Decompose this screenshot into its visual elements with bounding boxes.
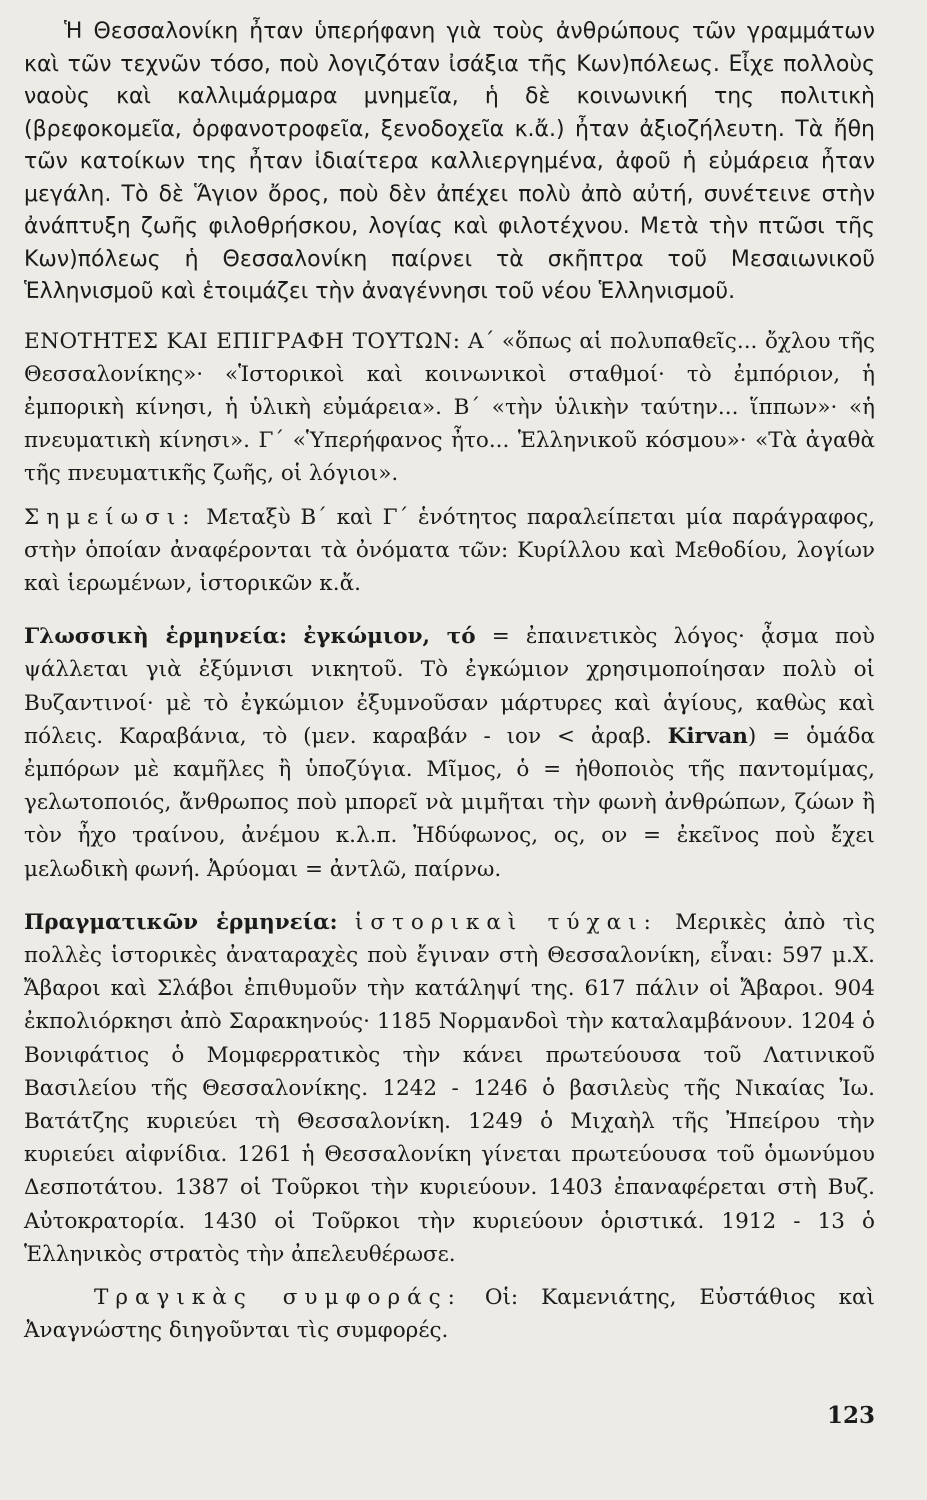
glossary-paragraph <box>24 620 875 886</box>
notes-paragraph <box>24 501 875 601</box>
glossary-text-part1: = ἐπαινετικὸς λόγος· ᾆσμα ποὺ ψάλλεται γιὰ ἐξύμνισι νικητοῦ. Τὸ ἐγκώμιον χρησιμοποίησαν πολὺ οἱ Βυζαντινοί· μὲ τὸ ἐγκώμιον ἐξυμνοῦσαν μάρτυρες καὶ ἁγίους, καθὼς καὶ πόλεις. Καραβάνια, τὸ (μεν. καραβάν - ιον < ἀραβ. <box>24 624 875 749</box>
facts-paragraph <box>24 906 875 1271</box>
facts-sublabel: ἱστορικαὶ τύχαι: <box>354 909 658 935</box>
glossary-label: Γλωσσικὴ ἑρμηνεία: <box>24 624 288 650</box>
notes-body: Μεταξὺ Β΄ καὶ Γ΄ ἑνότητος παραλείπεται μία παράγραφος, στὴν ὁποίαν ἀναφέρονται τὰ ὀνόματα τῶν: Κυρίλλου καὶ Μεθοδίου, λογίων καὶ ἱερωμένων, ἱστορικῶν κ.ἄ. <box>24 504 875 596</box>
intro-paragraph: Ἡ Θεσσαλονίκη ἦταν ὑπερήφανη γιὰ τοὺς ἀνθρώπους τῶν γραμμάτων καὶ τῶν τεχνῶν τόσο, ποὺ λογιζόταν ἰσάξια τῆς Κων)πόλεως. Εἶχε πολλοὺς ναοὺς καὶ καλλιμάρμαρα μνημεῖα, ἡ δὲ κοινωνική της πολιτικὴ (βρεφοκομεῖα, ὀρφανοτροφεῖα, ξενοδοχεῖα κ.ἄ.) ἦταν ἀξιοζήλευτη. Τὰ ἤθη τῶν κατοίκων της ἦταν ἰδιαίτερα καλλιεργημένα, ἀφοῦ ἡ εὐμάρεια ἦταν μεγάλη. Τὸ δὲ Ἅγιον ὄρος, ποὺ δὲν ἀπέχει πολὺ ἀπὸ αὐτή, συνέτεινε στὴν ἀνάπτυξη ζωῆς φιλοθρήσκου, λογίας καὶ φιλοτέχνου. Μετὰ τὴν πτῶσι τῆς Κων)πόλεως ἡ Θεσσαλονίκη παίρνει τὰ σκῆπτρα τοῦ Μεσαιωνικοῦ Ἑλληνισμοῦ καὶ ἑτοιμάζει τὴν ἀναγέννησι τοῦ νέου Ἑλληνισμοῦ. <box>24 19 875 304</box>
facts-body: Μερικὲς ἀπὸ τὶς πολλὲς ἱστορικὲς ἀναταραχὲς ποὺ ἔγιναν στὴ Θεσσαλονίκη, εἶναι: 597 μ.Χ. Ἄβαροι καὶ Σλάβοι ἐπιθυμοῦν τὴν κατάληψί της. 617 πάλιν οἱ Ἄβαροι. 904 ἐκπολιόρκησι ἀπὸ Σαρακηνούς· 1185 Νορμανδοὶ τὴν καταλαμβάνουν. 1204 ὁ Βονιφάτιος ὁ Μομφερρατικὸς τὴν κάνει πρωτεύουσα τοῦ Λατινικοῦ Βασιλείου τῆς Θεσσαλονίκης. 1242 - 1246 ὁ βασιλεὺς τῆς Νικαίας Ἰω. Βατάτζης κυριεύει τὴ Θεσσαλονίκη. 1249 ὁ Μιχαὴλ τῆς Ἠπείρου τὴν κυριεύει αἰφνίδια. 1261 ἡ Θεσσαλονίκη γίνεται πρωτεύουσα τοῦ ὁμωνύμου Δεσποτάτου. 1387 οἱ Τοῦρκοι τὴν κυριεύουν. 1403 ἐπαναφέρεται στὴ Βυζ. Αὐτοκρατορία. 1430 οἱ Τοῦρκοι τὴν κυριεύουν ὁριστικά. 1912 - 13 ὁ Ἑλληνικὸς στρατὸς τὴν ἀπελευθέρωσε. <box>24 909 876 1267</box>
facts-label: Πραγματικῶν ἑρμηνεία: <box>24 909 338 935</box>
tragic-label: Τραγικὰς συμφοράς: <box>94 1284 462 1310</box>
units-paragraph <box>24 325 875 491</box>
units-body: Α΄ «ὅπως αἱ πολυπαθεῖς... ὄχλου τῆς Θεσσαλονίκης»· «Ἱστορικοὶ καὶ κοινωνικοὶ σταθμοί· τὸ ἐμπόριον, ἡ ἐμπορικὴ κίνησι, ἡ ὑλικὴ εὐμάρεια». Β΄ «τὴν ὑλικὴν ταύτην... ἵππων»· «ἡ πνευματικὴ κίνησι». Γ΄ «Ὑπερήφανος ἦτο... Ἑλληνικοῦ κόσμου»· «Τὰ ἀγαθὰ τῆς πνευματικῆς ζωῆς, οἱ λόγιοι». <box>24 328 875 487</box>
page-number: 123 <box>826 1402 875 1429</box>
tragic-paragraph <box>24 1281 875 1347</box>
glossary-text-part2: ) = ὁμάδα ἐμπόρων μὲ καμῆλες ἢ ὑποζύγια. Μῖμος, ὁ = ἠθοποιὸς τῆς παντομίμας, γελωτοποιός, ἄνθρωπος ποὺ μπορεῖ νὰ μιμῆται τὴν φωνὴ ἀνθρώπων, ζώων ἢ τὸν ἦχο τραίνου, ἀνέμου κ.λ.π. Ἠδύφωνος, ος, ον = ἐκεῖνος ποὺ ἔχει μελωδικὴ φωνή. Ἀρύομαι = ἀντλῶ, παίρνω. <box>24 723 875 882</box>
units-heading: ΕΝΟΤΗΤΕΣ ΚΑΙ ΕΠΙΓΡΑΦΗ ΤΟΥΤΩΝ: <box>24 328 461 354</box>
glossary-term-encomium: ἐγκώμιον, τό <box>303 624 476 650</box>
glossary-term-kirvan: Kirvan <box>667 723 748 749</box>
tragic-body: Οἱ: Καμενιάτης, Εὐστάθιος καὶ Ἀναγνώστης διηγοῦνται τὶς συμφορές. <box>24 1284 875 1344</box>
notes-label: Σημείωσι: <box>24 504 197 530</box>
